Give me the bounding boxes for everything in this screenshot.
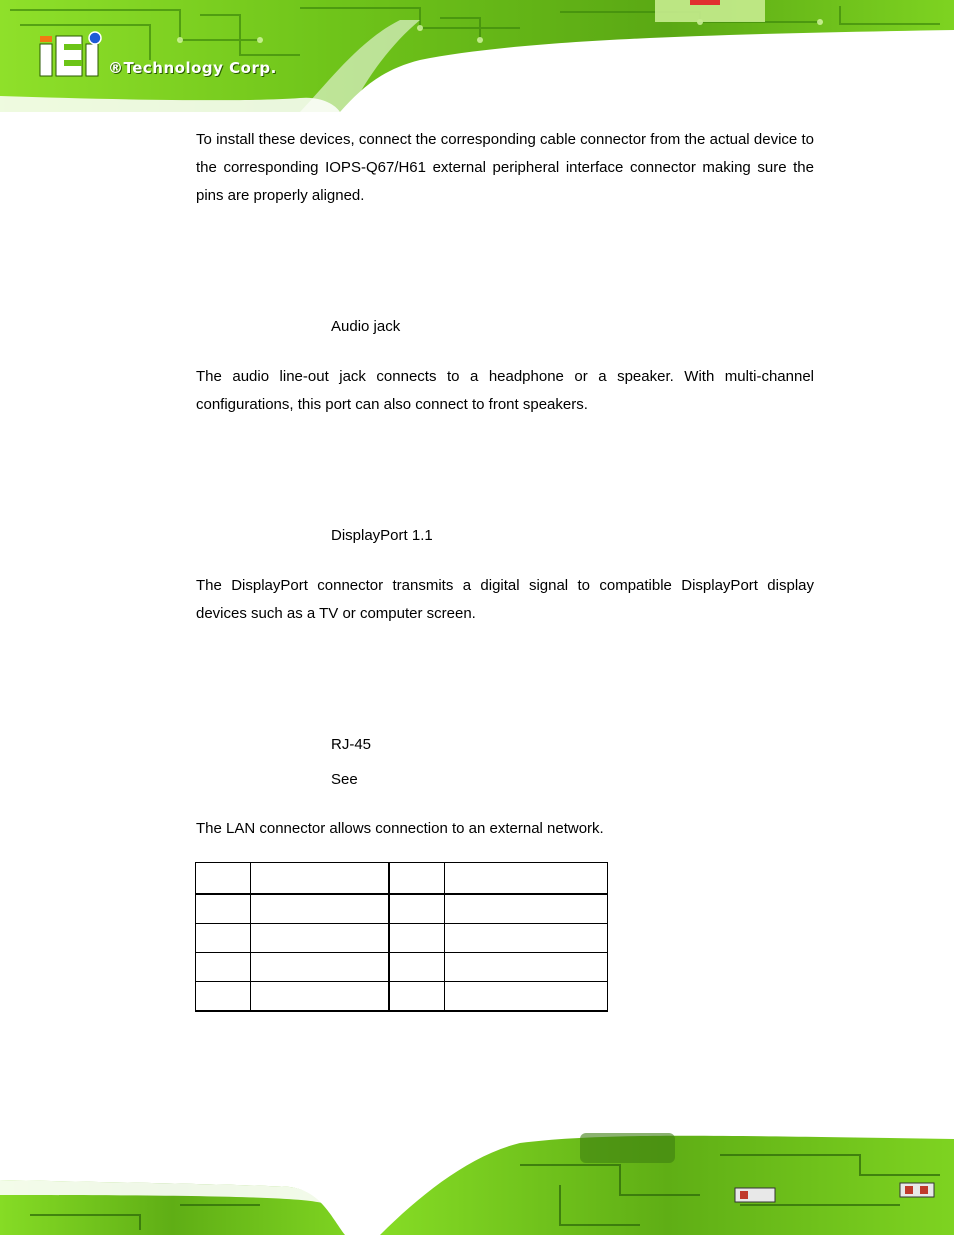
table-cell (444, 924, 607, 953)
table-cell (250, 982, 389, 1012)
table-cell (250, 894, 389, 924)
table-cell (250, 953, 389, 982)
table-header-row (196, 863, 608, 895)
displayport-label: DisplayPort 1.1 (331, 527, 433, 544)
lan-paragraph: The LAN connector allows connection to an external network. (196, 820, 604, 837)
table-cell (389, 953, 444, 982)
table-cell (250, 863, 389, 895)
table-cell (444, 863, 607, 895)
table-cell (250, 924, 389, 953)
table-cell (196, 953, 251, 982)
table-row (196, 953, 608, 982)
table-cell (389, 982, 444, 1012)
footer-pcb-banner (0, 1125, 954, 1235)
see-reference: See (331, 771, 358, 788)
audio-jack-paragraph: The audio line-out jack connects to a headphone or a speaker. With multi-channel configurations, this port can also connect to front speakers. (196, 368, 814, 413)
rj45-label: RJ-45 (331, 736, 372, 753)
table-cell (444, 982, 607, 1012)
table-cell (196, 924, 251, 953)
table-cell (444, 894, 607, 924)
table-cell (196, 982, 251, 1012)
table-cell (196, 894, 251, 924)
table-cell (196, 863, 251, 895)
lan-pinout-table (195, 862, 608, 1012)
audio-jack-label: Audio jack (331, 318, 401, 335)
table-cell (389, 894, 444, 924)
displayport-paragraph: The DisplayPort connector transmits a digital signal to compatible DisplayPort display devices such as a TV or computer screen. (196, 577, 814, 622)
brand-text: ®Technology Corp. (108, 59, 277, 77)
table-cell (389, 863, 444, 895)
table-row (196, 924, 608, 953)
table-row (196, 894, 608, 924)
intro-paragraph: To install these devices, connect the corresponding cable connector from the actual device to the corresponding IOPS-Q67/H61 external peripheral interface connector making sure the pins are properly aligned. (196, 131, 814, 204)
table-row (196, 982, 608, 1012)
table-cell (389, 924, 444, 953)
table-cell (444, 953, 607, 982)
